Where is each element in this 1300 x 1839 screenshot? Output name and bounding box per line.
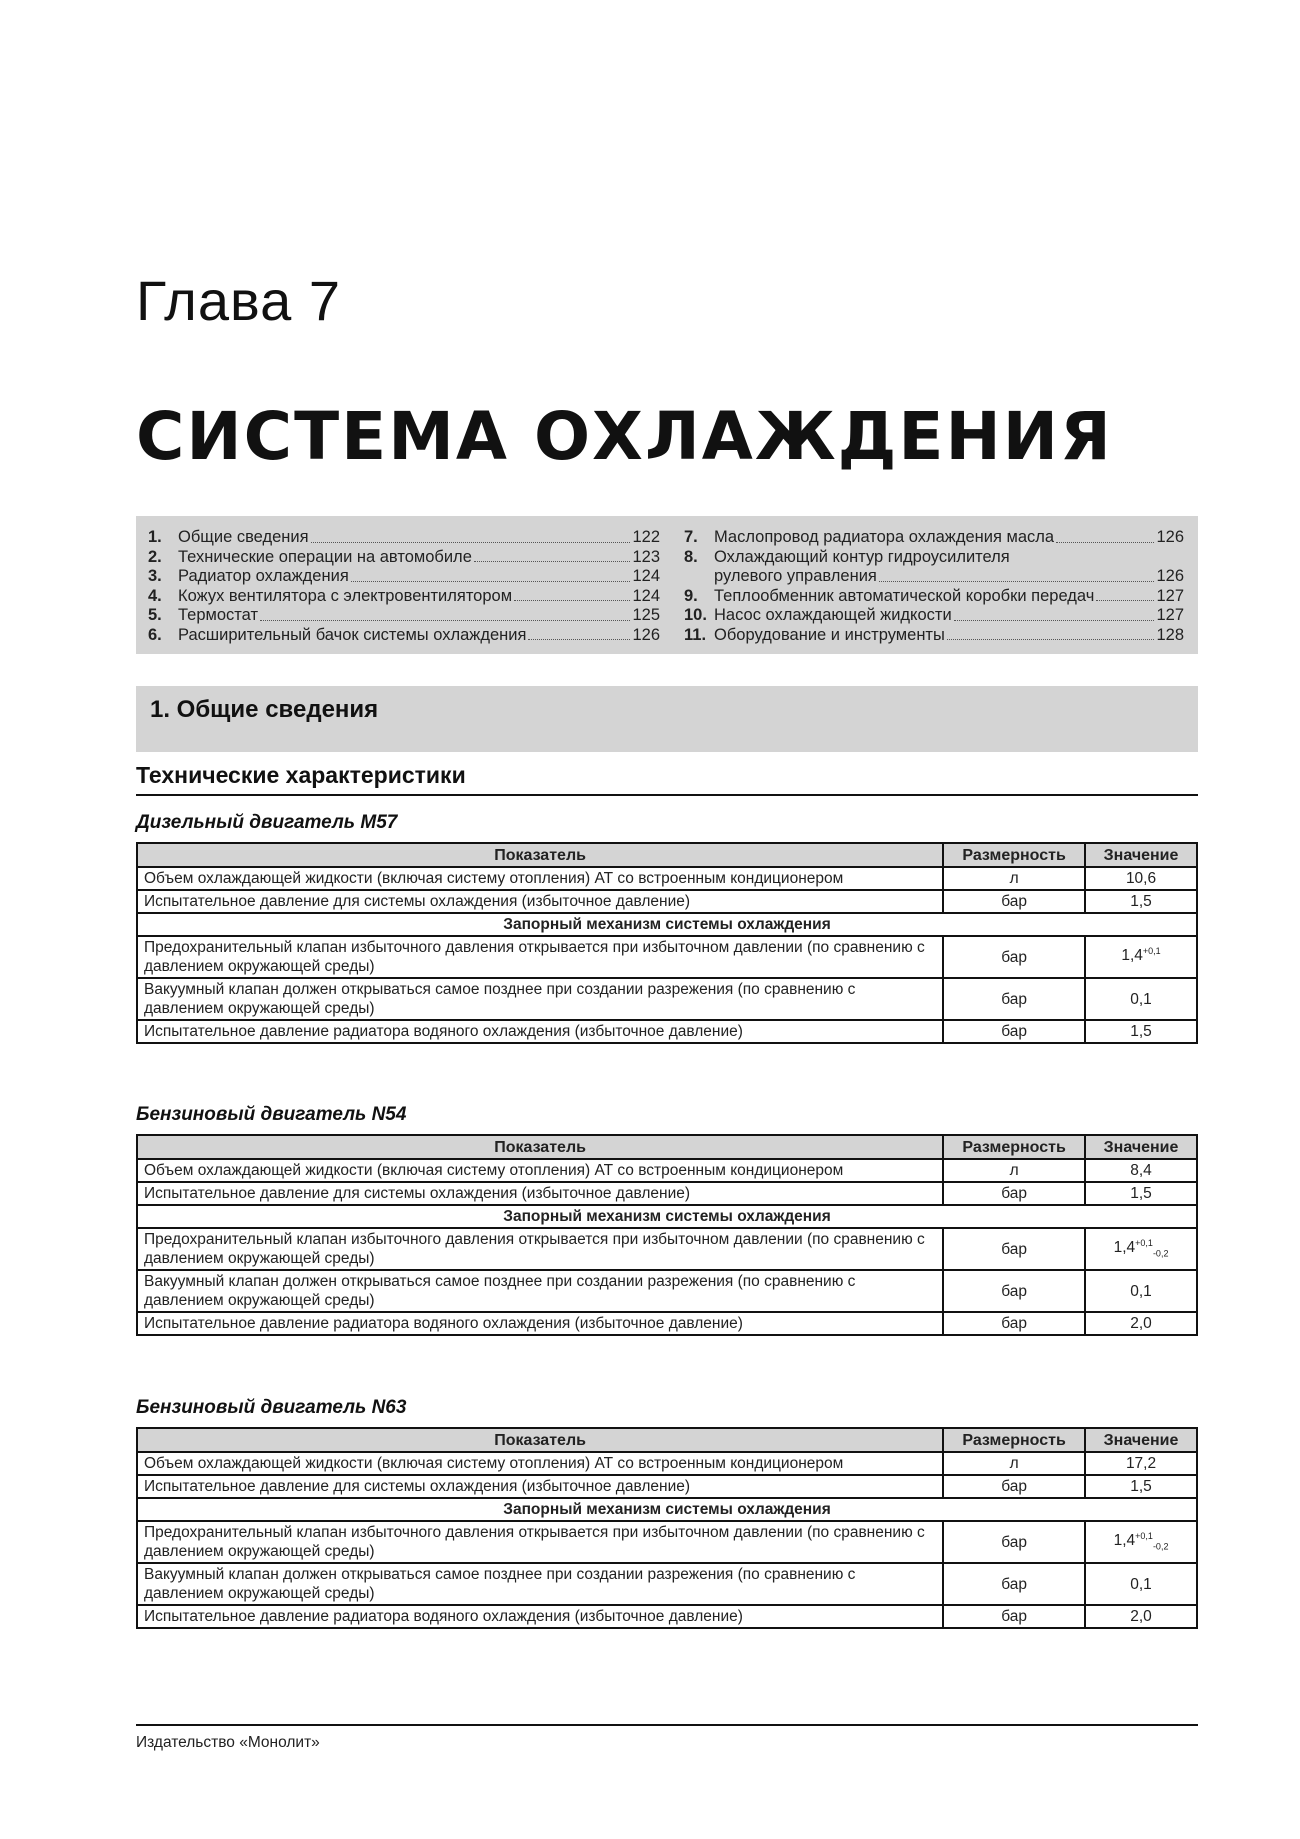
- toc-number: 10.: [684, 606, 707, 624]
- value-cell: 17,2: [1085, 1452, 1197, 1475]
- toc-item[interactable]: [684, 606, 1184, 626]
- value-cell: 10,6: [1085, 867, 1197, 890]
- header-param: Показатель: [137, 843, 943, 867]
- toc-text: Охлаждающий контур гидроусилителя: [714, 547, 1010, 566]
- unit-cell: бар: [943, 1312, 1085, 1335]
- tolerance-minus: -0,2: [1152, 1541, 1169, 1552]
- value-cell: 0,1: [1085, 1270, 1197, 1312]
- tolerance-plus: +0,1: [1135, 1531, 1153, 1542]
- param-cell: Объем охлаждающей жидкости (включая систему отопления) АТ со встроенным кондиционером: [137, 867, 943, 890]
- toc-page: 128: [1156, 625, 1184, 644]
- toc-item[interactable]: [148, 606, 660, 626]
- unit-cell: бар: [943, 1270, 1085, 1312]
- table-row: [137, 1521, 1197, 1563]
- table-subheader-row: [137, 1498, 1197, 1521]
- toc-leader: [879, 567, 1155, 582]
- toc-text: Радиатор охлаждения: [178, 567, 349, 585]
- unit-cell: л: [943, 867, 1085, 890]
- toc-text: Технические операции на автомобиле: [178, 547, 472, 566]
- table-header-row: [137, 1428, 1197, 1452]
- subheader-cell: Запорный механизм системы охлаждения: [137, 1205, 1197, 1228]
- publisher-footer: Издательство «Монолит»: [136, 1734, 320, 1751]
- chapter-number: Глава 7: [136, 269, 341, 332]
- toc-leader: [474, 548, 631, 563]
- param-cell: Испытательное давление радиатора водяного охлаждения (избыточное давление): [137, 1020, 943, 1043]
- toc-number: 1.: [148, 528, 162, 546]
- table-row: [137, 1228, 1197, 1270]
- toc-number: 9.: [684, 586, 698, 605]
- unit-cell: бар: [943, 890, 1085, 913]
- unit-cell: бар: [943, 1020, 1085, 1043]
- param-cell: Вакуумный клапан должен открываться самое позднее при создании разрежения (по сравнению с давлением окружающей среды): [137, 978, 943, 1020]
- toc-left-column: [148, 528, 660, 645]
- param-cell: Испытательное давление радиатора водяного охлаждения (избыточное давление): [137, 1312, 943, 1335]
- toc-number: 6.: [148, 625, 162, 644]
- unit-cell: бар: [943, 1475, 1085, 1498]
- unit-cell: бар: [943, 1605, 1085, 1628]
- spec-table: [136, 842, 1198, 1044]
- table-row: [137, 1475, 1197, 1498]
- value-cell: [1085, 1228, 1197, 1270]
- unit-cell: бар: [943, 1563, 1085, 1605]
- toc-text: Маслопровод радиатора охлаждения масла: [714, 528, 1055, 546]
- toc-item[interactable]: [684, 587, 1184, 607]
- table-row: [137, 1182, 1197, 1205]
- toc-number: 11.: [684, 625, 707, 644]
- subsection-heading: Технические характеристики: [136, 760, 1198, 796]
- toc-leader: [954, 606, 1155, 621]
- toc-leader: [1056, 528, 1154, 543]
- table-row: [137, 1159, 1197, 1182]
- toc-item[interactable]: [148, 626, 660, 646]
- table-header-row: [137, 843, 1197, 867]
- subheader-cell: Запорный механизм системы охлаждения: [137, 913, 1197, 936]
- toc-text: Кожух вентилятора с электровентилятором: [178, 586, 513, 605]
- section-heading: 1. Общие сведения: [136, 686, 1198, 752]
- toc-text: рулевого управления: [714, 567, 877, 585]
- toc-item[interactable]: [148, 548, 660, 568]
- header-param: Показатель: [137, 1135, 943, 1159]
- param-cell: Вакуумный клапан должен открываться самое позднее при создании разрежения (по сравнению с давлением окружающей среды): [137, 1563, 943, 1605]
- toc-text: Расширительный бачок системы охлаждения: [178, 625, 527, 644]
- toc-item[interactable]: [148, 587, 660, 607]
- value-cell: 8,4: [1085, 1159, 1197, 1182]
- spec-table: [136, 1427, 1198, 1629]
- footer-divider: [136, 1724, 1198, 1726]
- toc-item[interactable]: [684, 548, 1184, 568]
- header-value: Значение: [1085, 843, 1197, 867]
- value-cell: 0,1: [1085, 978, 1197, 1020]
- toc-leader: [260, 606, 630, 621]
- param-cell: Предохранительный клапан избыточного давления открывается при избыточном давлении (по сравнению с давлением окружающей среды): [137, 1228, 943, 1270]
- tolerance-minus: -0,2: [1152, 1248, 1169, 1259]
- value-main: 1,4: [1121, 947, 1143, 965]
- unit-cell: бар: [943, 1182, 1085, 1205]
- toc-text: Теплообменник автоматической коробки передач: [714, 586, 1095, 605]
- toc-text: Насос охлаждающей жидкости: [714, 606, 952, 624]
- unit-cell: л: [943, 1159, 1085, 1182]
- value-cell: 1,5: [1085, 1020, 1197, 1043]
- toc-number: 3.: [148, 567, 162, 585]
- table-header-row: [137, 1135, 1197, 1159]
- value-main: 1,4: [1113, 1239, 1136, 1257]
- unit-cell: л: [943, 1452, 1085, 1475]
- value-cell: 1,5: [1085, 1475, 1197, 1498]
- header-value: Значение: [1085, 1428, 1197, 1452]
- table-row: [137, 1312, 1197, 1335]
- toc-leader: [351, 567, 631, 582]
- engine-title: Дизельный двигатель M57: [136, 812, 398, 833]
- table-row: [137, 1452, 1197, 1475]
- toc-page: 122: [632, 528, 660, 546]
- toc-item[interactable]: [684, 528, 1184, 548]
- toc-item[interactable]: [148, 567, 660, 587]
- tolerance-plus: +0,1: [1135, 1238, 1153, 1249]
- toc-number: 4.: [148, 586, 162, 605]
- unit-cell: бар: [943, 1521, 1085, 1563]
- toc-page: 123: [632, 547, 660, 566]
- chapter-title: СИСТЕМА ОХЛАЖДЕНИЯ: [136, 398, 1113, 475]
- param-cell: Испытательное давление для системы охлаждения (избыточное давление): [137, 1182, 943, 1205]
- table-row: [137, 936, 1197, 978]
- value-cell: 0,1: [1085, 1563, 1197, 1605]
- value-cell: 1,5: [1085, 890, 1197, 913]
- header-unit: Размерность: [943, 843, 1085, 867]
- toc-page: 126: [1156, 567, 1184, 585]
- engine-title: Бензиновый двигатель N63: [136, 1397, 407, 1418]
- table-row: [137, 1605, 1197, 1628]
- value-cell: 1,5: [1085, 1182, 1197, 1205]
- spec-table: [136, 1134, 1198, 1336]
- table-of-contents: [136, 516, 1198, 654]
- param-cell: Вакуумный клапан должен открываться самое позднее при создании разрежения (по сравнению с давлением окружающей среды): [137, 1270, 943, 1312]
- toc-number: 8.: [684, 547, 698, 566]
- toc-page: 127: [1156, 606, 1184, 624]
- toc-page: 126: [1156, 528, 1184, 546]
- table-row: [137, 890, 1197, 913]
- table-row: [137, 1020, 1197, 1043]
- param-cell: Объем охлаждающей жидкости (включая систему отопления) АТ со встроенным кондиционером: [137, 1159, 943, 1182]
- param-cell: Предохранительный клапан избыточного давления открывается при избыточном давлении (по сравнению с давлением окружающей среды): [137, 1521, 943, 1563]
- subheader-cell: Запорный механизм системы охлаждения: [137, 1498, 1197, 1521]
- value-cell: [1085, 936, 1197, 978]
- param-cell: Испытательное давление для системы охлаждения (избыточное давление): [137, 890, 943, 913]
- unit-cell: бар: [943, 1228, 1085, 1270]
- toc-leader: [1096, 587, 1154, 602]
- param-cell: Испытательное давление радиатора водяного охлаждения (избыточное давление): [137, 1605, 943, 1628]
- table-row: [137, 1270, 1197, 1312]
- table-subheader-row: [137, 913, 1197, 936]
- toc-leader: [311, 528, 631, 543]
- toc-page: 125: [632, 606, 660, 624]
- value-cell: 2,0: [1085, 1605, 1197, 1628]
- toc-leader: [947, 626, 1155, 641]
- value-main: 1,4: [1113, 1532, 1136, 1550]
- toc-page: 124: [632, 567, 660, 585]
- toc-right-column: [684, 528, 1184, 645]
- unit-cell: бар: [943, 936, 1085, 978]
- toc-leader: [514, 587, 630, 602]
- toc-number: 2.: [148, 547, 162, 566]
- toc-text: Общие сведения: [178, 528, 309, 546]
- param-cell: Испытательное давление для системы охлаждения (избыточное давление): [137, 1475, 943, 1498]
- toc-number: [684, 567, 714, 587]
- table-row: [137, 867, 1197, 890]
- param-cell: Объем охлаждающей жидкости (включая систему отопления) АТ со встроенным кондиционером: [137, 1452, 943, 1475]
- table-row: [137, 978, 1197, 1020]
- header-unit: Размерность: [943, 1428, 1085, 1452]
- value-cell: [1085, 1521, 1197, 1563]
- toc-item[interactable]: [684, 567, 1184, 587]
- table-row: [137, 1563, 1197, 1605]
- unit-cell: бар: [943, 978, 1085, 1020]
- value-cell: 2,0: [1085, 1312, 1197, 1335]
- param-cell: Предохранительный клапан избыточного давления открывается при избыточном давлении (по сравнению с давлением окружающей среды): [137, 936, 943, 978]
- header-value: Значение: [1085, 1135, 1197, 1159]
- toc-page: 124: [632, 586, 660, 605]
- header-param: Показатель: [137, 1428, 943, 1452]
- toc-item[interactable]: [684, 626, 1184, 646]
- toc-text: Термостат: [178, 606, 259, 624]
- header-unit: Размерность: [943, 1135, 1085, 1159]
- toc-number: 7.: [684, 528, 698, 546]
- toc-text: Оборудование и инструменты: [714, 625, 945, 644]
- toc-page: 126: [632, 625, 660, 644]
- tolerance-plus: +0,1: [1142, 946, 1161, 957]
- toc-item[interactable]: [148, 528, 660, 548]
- table-subheader-row: [137, 1205, 1197, 1228]
- toc-leader: [528, 626, 630, 641]
- toc-page: 127: [1156, 586, 1184, 605]
- toc-number: 5.: [148, 606, 162, 624]
- engine-title: Бензиновый двигатель N54: [136, 1104, 407, 1125]
